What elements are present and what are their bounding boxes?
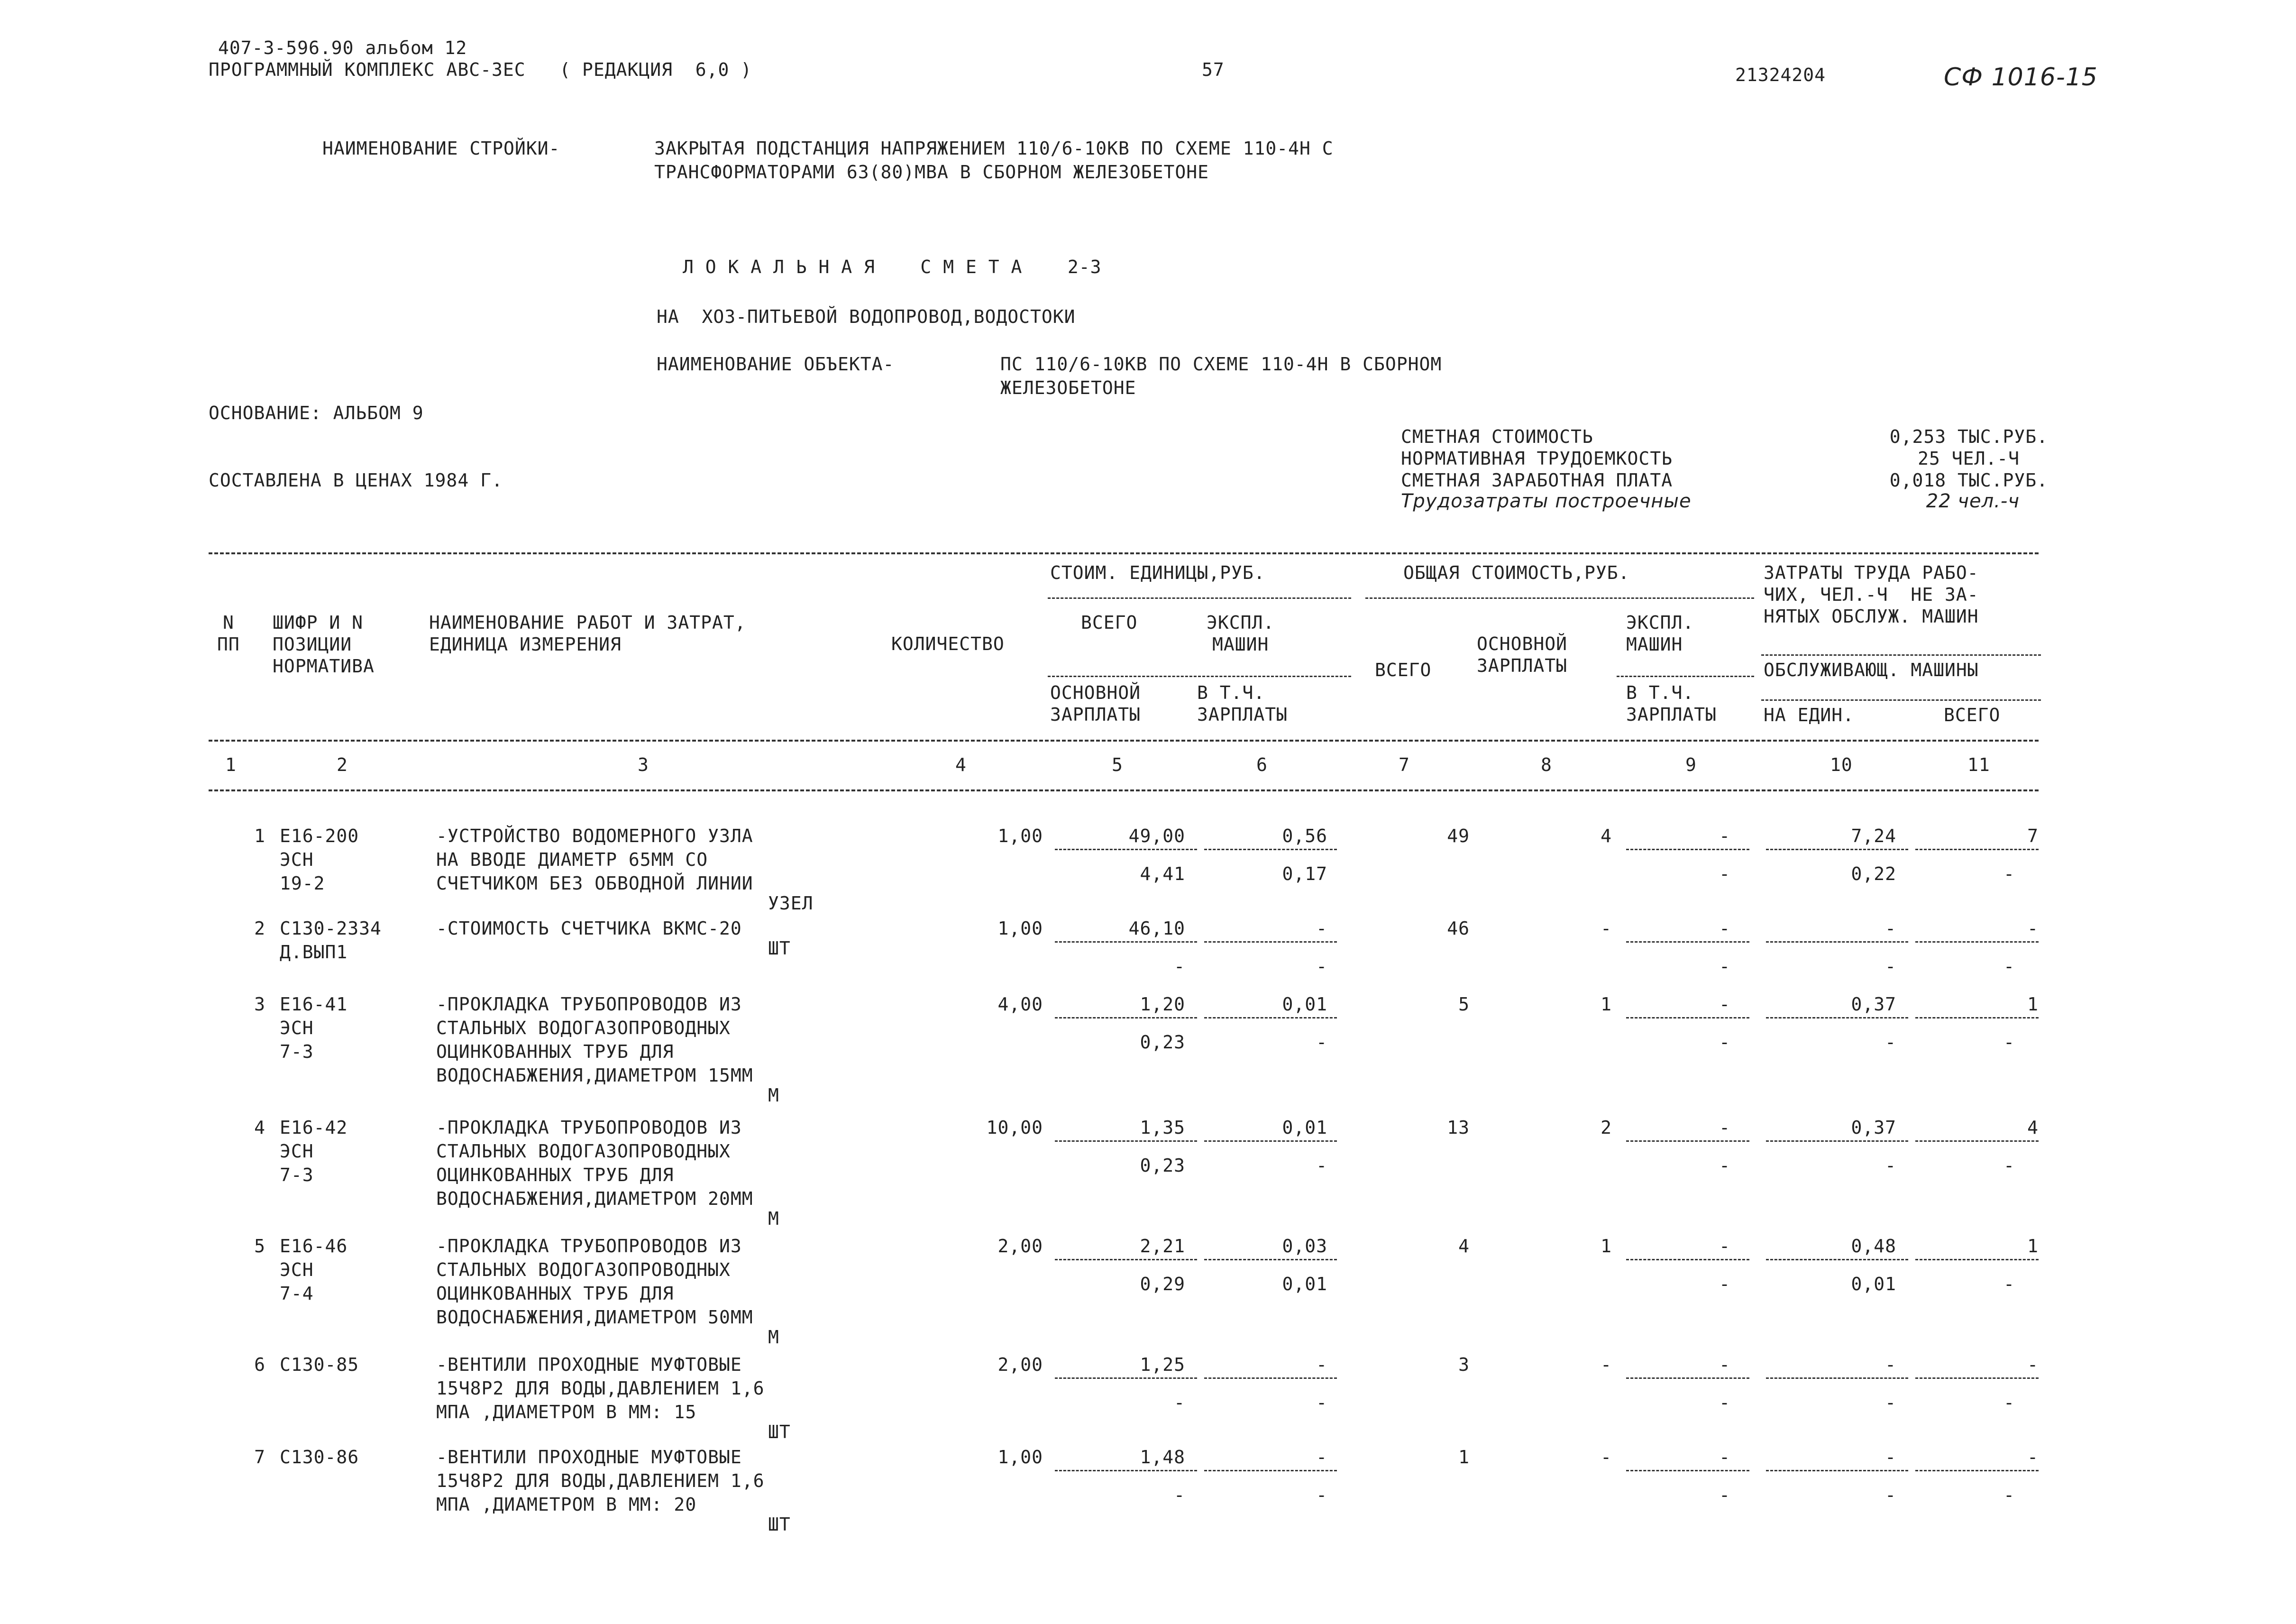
row-work-name: -СТОИМОСТЬ СЧЕТЧИКА ВКМС-20 bbox=[436, 918, 742, 939]
row-unit-machines: 0,56 bbox=[1282, 826, 1327, 846]
row-number: 4 bbox=[254, 1117, 265, 1138]
row-work-name: -ПРОКЛАДКА ТРУБОПРОВОДОВ ИЗ bbox=[436, 1236, 742, 1257]
header-name: НАИМЕНОВАНИЕ РАБОТ И ЗАТРАТ, ЕДИНИЦА ИЗМЕРЕНИЯ bbox=[429, 612, 746, 655]
row-work-name: -ВЕНТИЛИ ПРОХОДНЫЕ МУФТОВЫЕ bbox=[436, 1447, 742, 1468]
row-unit-wage: - bbox=[1174, 1485, 1185, 1505]
row-work-name: СЧЕТЧИКОМ БЕЗ ОБВОДНОЙ ЛИНИИ bbox=[436, 873, 753, 894]
row-labor-total: 4 bbox=[2027, 1117, 2039, 1138]
row-code: С130-86 bbox=[280, 1447, 359, 1468]
header-n: N ПП bbox=[217, 612, 240, 655]
row-unit-wage: 0,23 bbox=[1140, 1155, 1185, 1176]
cell-underline bbox=[1055, 1470, 1197, 1471]
construction-label: НАИМЕНОВАНИЕ СТРОЙКИ- bbox=[322, 138, 560, 159]
row-labor-unit: 0,37 bbox=[1851, 994, 1896, 1015]
row-labor-unit: - bbox=[1885, 1354, 1896, 1375]
row-work-name: НА ВВОДЕ ДИАМЕТР 65ММ СО bbox=[436, 849, 708, 870]
cell-underline bbox=[1915, 1377, 2039, 1379]
row-labor-service-total: - bbox=[2003, 1485, 2015, 1505]
object-label: НАИМЕНОВАНИЕ ОБЪЕКТА- bbox=[657, 354, 895, 375]
row-quantity: 10,00 bbox=[986, 1117, 1043, 1138]
row-labor-service-unit: 0,22 bbox=[1851, 863, 1896, 884]
summary-value-site-labor: 22 чел.-ч bbox=[1926, 490, 2020, 512]
header-labor-total: ВСЕГО bbox=[1944, 705, 2001, 725]
row-labor-service-unit: - bbox=[1885, 1485, 1896, 1505]
row-work-name: МПА ,ДИАМЕТРОМ В ММ: 15 bbox=[436, 1402, 697, 1422]
summary-label-cost: СМЕТНАЯ СТОИМОСТЬ bbox=[1401, 426, 1593, 447]
row-code: С130-85 bbox=[280, 1354, 359, 1375]
header-bottom-rule bbox=[209, 740, 2039, 742]
col-number-6: 6 bbox=[1256, 754, 1268, 775]
col-number-7: 7 bbox=[1399, 754, 1410, 775]
row-unit-machines: 0,01 bbox=[1282, 1117, 1327, 1138]
header-separator bbox=[1365, 597, 1754, 599]
row-total-machine-wage: - bbox=[1719, 1155, 1730, 1176]
row-total-all: 4 bbox=[1458, 1236, 1470, 1257]
row-code: 7-3 bbox=[280, 1041, 314, 1062]
row-unit-machine-wage: - bbox=[1316, 1485, 1327, 1505]
row-number: 1 bbox=[254, 826, 265, 846]
header-total-wage: ОСНОВНОЙ ЗАРПЛАТЫ bbox=[1477, 633, 1568, 676]
row-code: 7-3 bbox=[280, 1165, 314, 1185]
header-labor-unit: НА ЕДИН. bbox=[1764, 705, 1855, 725]
header-unit-total: ВСЕГО bbox=[1081, 612, 1138, 633]
row-unit-machines: - bbox=[1316, 1354, 1327, 1375]
header-labor-service: ОБСЛУЖИВАЮЩ. МАШИНЫ bbox=[1764, 660, 1979, 680]
header-total-all: ВСЕГО bbox=[1375, 660, 1432, 680]
row-code: ЭСН bbox=[280, 849, 314, 870]
row-total-machine-wage: - bbox=[1719, 1485, 1730, 1505]
row-total-wage: 1 bbox=[1601, 994, 1612, 1015]
row-code: ЭСН bbox=[280, 1141, 314, 1162]
row-total-machine-wage: - bbox=[1719, 956, 1730, 977]
header-unit-cost: СТОИМ. ЕДИНИЦЫ,РУБ. bbox=[1050, 562, 1265, 583]
row-work-name: ВОДОСНАБЖЕНИЯ,ДИАМЕТРОМ 20ММ bbox=[436, 1188, 753, 1209]
row-total-machine-wage: - bbox=[1719, 1274, 1730, 1294]
row-total-wage: 4 bbox=[1601, 826, 1612, 846]
cell-underline bbox=[1204, 941, 1337, 943]
summary-label-labor: НОРМАТИВНАЯ ТРУДОЕМКОСТЬ bbox=[1401, 448, 1673, 469]
cell-underline bbox=[1204, 1377, 1337, 1379]
cell-underline bbox=[1055, 1259, 1197, 1260]
row-labor-service-total: - bbox=[2003, 1032, 2015, 1053]
row-labor-total: - bbox=[2027, 1447, 2039, 1468]
program-info: ПРОГРАММНЫЙ КОМПЛЕКС АВС-3ЕС ( РЕДАКЦИЯ 6,0 ) bbox=[209, 59, 752, 80]
cell-underline bbox=[1626, 849, 1749, 850]
row-number: 5 bbox=[254, 1236, 265, 1257]
cell-underline bbox=[1626, 941, 1749, 943]
header-separator bbox=[1048, 597, 1351, 599]
cell-underline bbox=[1204, 849, 1337, 850]
row-labor-service-total: - bbox=[2003, 956, 2015, 977]
header-code: ШИФР И N ПОЗИЦИИ НОРМАТИВА bbox=[273, 612, 375, 677]
cell-underline bbox=[1915, 1259, 2039, 1260]
row-total-all: 49 bbox=[1447, 826, 1470, 846]
row-quantity: 1,00 bbox=[997, 826, 1043, 846]
cell-underline bbox=[1204, 1140, 1337, 1142]
row-unit-machine-wage: 0,01 bbox=[1282, 1274, 1327, 1294]
row-unit-machines: - bbox=[1316, 918, 1327, 939]
row-total-all: 3 bbox=[1458, 1354, 1470, 1375]
row-unit-total: 46,10 bbox=[1128, 918, 1185, 939]
row-total-wage: - bbox=[1601, 918, 1612, 939]
cell-underline bbox=[1915, 849, 2039, 850]
row-labor-service-total: - bbox=[2003, 1155, 2015, 1176]
construction-line-1: ЗАКРЫТАЯ ПОДСТАНЦИЯ НАПРЯЖЕНИЕМ 110/6-10КВ ПО СХЕМЕ 110-4Н С bbox=[654, 138, 1334, 159]
row-work-name: -ПРОКЛАДКА ТРУБОПРОВОДОВ ИЗ bbox=[436, 1117, 742, 1138]
row-total-wage: 2 bbox=[1601, 1117, 1612, 1138]
row-unit: М bbox=[768, 1327, 779, 1348]
row-work-name: 15Ч8Р2 ДЛЯ ВОДЫ,ДАВЛЕНИЕМ 1,6 bbox=[436, 1470, 765, 1491]
summary-label-site-labor: Трудозатраты построечные bbox=[1401, 490, 1692, 512]
col-number-11: 11 bbox=[1967, 754, 1990, 775]
row-labor-service-total: - bbox=[2003, 1274, 2015, 1294]
document-code: 21324204 bbox=[1735, 64, 1826, 85]
header-total-machine-wage: В Т.Ч. ЗАРПЛАТЫ bbox=[1626, 682, 1717, 725]
row-work-name: ОЦИНКОВАННЫХ ТРУБ ДЛЯ bbox=[436, 1041, 674, 1062]
header-total-cost: ОБЩАЯ СТОИМОСТЬ,РУБ. bbox=[1403, 562, 1630, 583]
row-unit-total: 2,21 bbox=[1140, 1236, 1185, 1257]
row-unit: ШТ bbox=[768, 938, 791, 959]
row-code: Е16-42 bbox=[280, 1117, 348, 1138]
row-code: 7-4 bbox=[280, 1283, 314, 1304]
row-unit-wage: 4,41 bbox=[1140, 863, 1185, 884]
summary-value-wage: 0,018 ТЫС.РУБ. bbox=[1889, 470, 2048, 491]
row-quantity: 1,00 bbox=[997, 1447, 1043, 1468]
row-labor-total: 1 bbox=[2027, 994, 2039, 1015]
header-labor: ЗАТРАТЫ ТРУДА РАБО- ЧИХ, ЧЕЛ.-Ч НЕ ЗА- НЯТЫХ ОБСЛУЖ. МАШИН bbox=[1764, 562, 1979, 627]
cell-underline bbox=[1204, 1259, 1337, 1260]
row-work-name: -УСТРОЙСТВО ВОДОМЕРНОГО УЗЛА bbox=[436, 826, 753, 846]
summary-value-labor: 25 ЧЕЛ.-Ч bbox=[1918, 448, 2020, 469]
cell-underline bbox=[1915, 1470, 2039, 1471]
col-number-1: 1 bbox=[225, 754, 237, 775]
row-unit-machines: 0,01 bbox=[1282, 994, 1327, 1015]
row-total-machines: - bbox=[1719, 1354, 1730, 1375]
cell-underline bbox=[1055, 1140, 1197, 1142]
row-number: 7 bbox=[254, 1447, 265, 1468]
row-labor-unit: - bbox=[1885, 918, 1896, 939]
row-number: 3 bbox=[254, 994, 265, 1015]
cell-underline bbox=[1055, 941, 1197, 943]
cell-underline bbox=[1915, 1140, 2039, 1142]
row-work-name: ВОДОСНАБЖЕНИЯ,ДИАМЕТРОМ 15ММ bbox=[436, 1065, 753, 1086]
header-total-machines: ЭКСПЛ. МАШИН bbox=[1626, 612, 1694, 655]
row-unit-total: 1,25 bbox=[1140, 1354, 1185, 1375]
row-work-name: 15Ч8Р2 ДЛЯ ВОДЫ,ДАВЛЕНИЕМ 1,6 bbox=[436, 1378, 765, 1399]
row-work-name: -ВЕНТИЛИ ПРОХОДНЫЕ МУФТОВЫЕ bbox=[436, 1354, 742, 1375]
row-code: Е16-41 bbox=[280, 994, 348, 1015]
header-quantity: КОЛИЧЕСТВО bbox=[891, 633, 1005, 654]
row-unit-machines: 0,03 bbox=[1282, 1236, 1327, 1257]
row-labor-total: - bbox=[2027, 918, 2039, 939]
col-number-3: 3 bbox=[638, 754, 649, 775]
row-unit-machine-wage: - bbox=[1316, 956, 1327, 977]
row-labor-unit: - bbox=[1885, 1447, 1896, 1468]
row-total-machines: - bbox=[1719, 1117, 1730, 1138]
row-total-machine-wage: - bbox=[1719, 1392, 1730, 1413]
cell-underline bbox=[1055, 1377, 1197, 1379]
row-total-machines: - bbox=[1719, 1447, 1730, 1468]
cell-underline bbox=[1204, 1470, 1337, 1471]
row-total-machine-wage: - bbox=[1719, 1032, 1730, 1053]
col-number-10: 10 bbox=[1830, 754, 1853, 775]
row-code: 19-2 bbox=[280, 873, 325, 894]
col-number-8: 8 bbox=[1541, 754, 1552, 775]
header-unit-machine-wage: В Т.Ч. ЗАРПЛАТЫ bbox=[1197, 682, 1288, 725]
row-total-machines: - bbox=[1719, 918, 1730, 939]
row-labor-total: 7 bbox=[2027, 826, 2039, 846]
row-total-all: 5 bbox=[1458, 994, 1470, 1015]
row-total-wage: - bbox=[1601, 1447, 1612, 1468]
cell-underline bbox=[1766, 1470, 1908, 1471]
row-work-name: СТАЛЬНЫХ ВОДОГАЗОПРОВОДНЫХ bbox=[436, 1141, 731, 1162]
cell-underline bbox=[1766, 941, 1908, 943]
row-labor-unit: 0,48 bbox=[1851, 1236, 1896, 1257]
row-work-name: ОЦИНКОВАННЫХ ТРУБ ДЛЯ bbox=[436, 1165, 674, 1185]
row-code: Е16-46 bbox=[280, 1236, 348, 1257]
cell-underline bbox=[1626, 1140, 1749, 1142]
object-line-1: ПС 110/6-10КВ ПО СХЕМЕ 110-4Н В СБОРНОМ bbox=[1000, 354, 1442, 375]
row-total-all: 13 bbox=[1447, 1117, 1470, 1138]
construction-line-2: ТРАНСФОРМАТОРАМИ 63(80)МВА В СБОРНОМ ЖЕЛЕЗОБЕТОНЕ bbox=[654, 162, 1209, 183]
estimate-basis: ОСНОВАНИЕ: АЛЬБОМ 9 bbox=[209, 403, 424, 423]
header-separator bbox=[1761, 654, 2041, 656]
page-number: 57 bbox=[1202, 59, 1225, 80]
row-code: ЭСН bbox=[280, 1259, 314, 1280]
cell-underline bbox=[1766, 849, 1908, 850]
estimate-subject: НА ХОЗ-ПИТЬЕВОЙ ВОДОПРОВОД,ВОДОСТОКИ bbox=[657, 306, 1076, 327]
row-unit-wage: - bbox=[1174, 1392, 1185, 1413]
row-unit-machine-wage: 0,17 bbox=[1282, 863, 1327, 884]
row-unit-wage: - bbox=[1174, 956, 1185, 977]
row-labor-total: - bbox=[2027, 1354, 2039, 1375]
estimate-title: Л О К А Л Ь Н А Я С М Е Т А 2-3 bbox=[683, 257, 1102, 277]
row-labor-service-unit: - bbox=[1885, 1032, 1896, 1053]
header-unit-wage: ОСНОВНОЙ ЗАРПЛАТЫ bbox=[1050, 682, 1141, 725]
row-total-all: 46 bbox=[1447, 918, 1470, 939]
cell-underline bbox=[1204, 1017, 1337, 1018]
row-code: ЭСН bbox=[280, 1018, 314, 1038]
row-work-name: СТАЛЬНЫХ ВОДОГАЗОПРОВОДНЫХ bbox=[436, 1259, 731, 1280]
row-total-machines: - bbox=[1719, 826, 1730, 846]
row-unit-machine-wage: - bbox=[1316, 1392, 1327, 1413]
cell-underline bbox=[1915, 1017, 2039, 1018]
header-separator bbox=[1617, 676, 1754, 677]
row-work-name: ВОДОСНАБЖЕНИЯ,ДИАМЕТРОМ 50ММ bbox=[436, 1307, 753, 1328]
row-unit: УЗЕЛ bbox=[768, 893, 814, 914]
cell-underline bbox=[1626, 1259, 1749, 1260]
summary-label-wage: СМЕТНАЯ ЗАРАБОТНАЯ ПЛАТА bbox=[1401, 470, 1673, 491]
row-unit-wage: 0,23 bbox=[1140, 1032, 1185, 1053]
album-reference: 407-3-596.90 альбом 12 bbox=[218, 37, 467, 58]
row-labor-service-unit: - bbox=[1885, 956, 1896, 977]
row-labor-service-unit: 0,01 bbox=[1851, 1274, 1896, 1294]
header-separator bbox=[1761, 699, 2041, 701]
row-total-wage: 1 bbox=[1601, 1236, 1612, 1257]
row-unit-total: 1,20 bbox=[1140, 994, 1185, 1015]
row-labor-total: 1 bbox=[2027, 1236, 2039, 1257]
row-unit: ШТ bbox=[768, 1514, 791, 1535]
col-number-9: 9 bbox=[1685, 754, 1697, 775]
row-quantity: 4,00 bbox=[997, 994, 1043, 1015]
row-total-machine-wage: - bbox=[1719, 863, 1730, 884]
row-labor-unit: 7,24 bbox=[1851, 826, 1896, 846]
row-unit-machines: - bbox=[1316, 1447, 1327, 1468]
row-unit: М bbox=[768, 1208, 779, 1229]
row-number: 2 bbox=[254, 918, 265, 939]
cell-underline bbox=[1766, 1377, 1908, 1379]
row-unit-total: 49,00 bbox=[1128, 826, 1185, 846]
row-unit: М bbox=[768, 1085, 779, 1106]
cell-underline bbox=[1766, 1259, 1908, 1260]
row-code: Д.ВЫП1 bbox=[280, 942, 348, 963]
row-total-wage: - bbox=[1601, 1354, 1612, 1375]
col-number-4: 4 bbox=[955, 754, 967, 775]
row-labor-service-unit: - bbox=[1885, 1155, 1896, 1176]
col-number-2: 2 bbox=[337, 754, 348, 775]
estimate-prices: СОСТАВЛЕНА В ЦЕНАХ 1984 Г. bbox=[209, 470, 503, 491]
cell-underline bbox=[1626, 1470, 1749, 1471]
row-quantity: 2,00 bbox=[997, 1236, 1043, 1257]
row-number: 6 bbox=[254, 1354, 265, 1375]
row-labor-service-unit: - bbox=[1885, 1392, 1896, 1413]
cell-underline bbox=[1626, 1017, 1749, 1018]
row-unit-total: 1,48 bbox=[1140, 1447, 1185, 1468]
summary-value-cost: 0,253 ТЫС.РУБ. bbox=[1889, 426, 2048, 447]
row-labor-unit: 0,37 bbox=[1851, 1117, 1896, 1138]
table-top-rule bbox=[209, 552, 2039, 554]
row-work-name: -ПРОКЛАДКА ТРУБОПРОВОДОВ ИЗ bbox=[436, 994, 742, 1015]
cell-underline bbox=[1626, 1377, 1749, 1379]
row-quantity: 1,00 bbox=[997, 918, 1043, 939]
header-unit-machines: ЭКСПЛ. МАШИН bbox=[1207, 612, 1275, 655]
row-unit-machine-wage: - bbox=[1316, 1032, 1327, 1053]
row-unit-total: 1,35 bbox=[1140, 1117, 1185, 1138]
numbers-bottom-rule bbox=[209, 789, 2039, 791]
cell-underline bbox=[1055, 849, 1197, 850]
row-total-machines: - bbox=[1719, 1236, 1730, 1257]
row-work-name: СТАЛЬНЫХ ВОДОГАЗОПРОВОДНЫХ bbox=[436, 1018, 731, 1038]
row-work-name: ОЦИНКОВАННЫХ ТРУБ ДЛЯ bbox=[436, 1283, 674, 1304]
row-total-machines: - bbox=[1719, 994, 1730, 1015]
object-line-2: ЖЕЛЕЗОБЕТОНЕ bbox=[1000, 377, 1136, 398]
row-unit-wage: 0,29 bbox=[1140, 1274, 1185, 1294]
cell-underline bbox=[1055, 1017, 1197, 1018]
row-labor-service-total: - bbox=[2003, 1392, 2015, 1413]
row-quantity: 2,00 bbox=[997, 1354, 1043, 1375]
cell-underline bbox=[1915, 941, 2039, 943]
col-number-5: 5 bbox=[1112, 754, 1123, 775]
row-unit: ШТ bbox=[768, 1422, 791, 1442]
row-code: Е16-200 bbox=[280, 826, 359, 846]
cell-underline bbox=[1766, 1140, 1908, 1142]
handwritten-mark: СФ 1016-15 bbox=[1944, 63, 2098, 92]
header-separator bbox=[1048, 676, 1351, 677]
row-work-name: МПА ,ДИАМЕТРОМ В ММ: 20 bbox=[436, 1494, 697, 1515]
row-total-all: 1 bbox=[1458, 1447, 1470, 1468]
row-labor-service-total: - bbox=[2003, 863, 2015, 884]
row-code: С130-2334 bbox=[280, 918, 382, 939]
row-unit-machine-wage: - bbox=[1316, 1155, 1327, 1176]
cell-underline bbox=[1766, 1017, 1908, 1018]
